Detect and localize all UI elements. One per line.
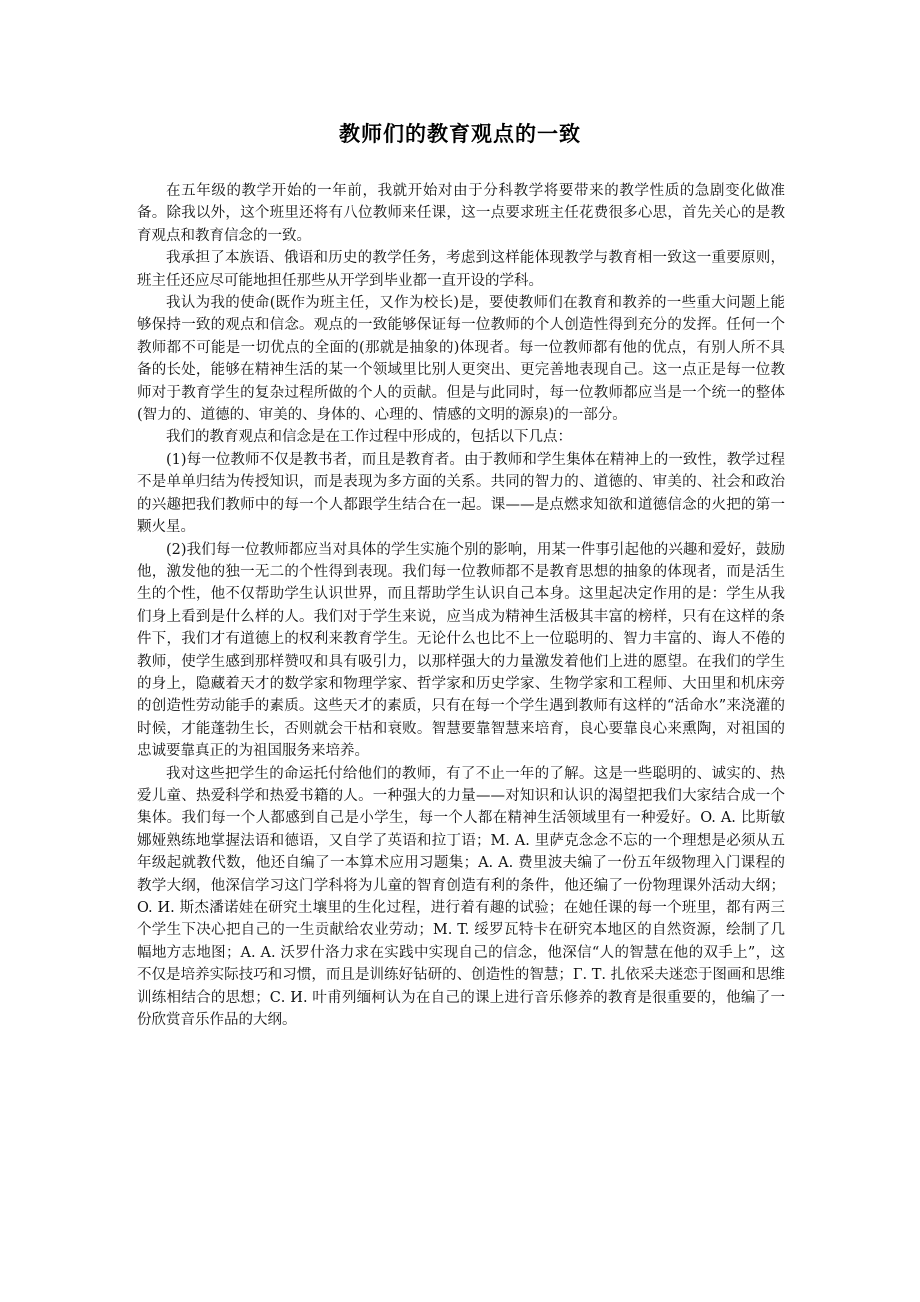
paragraph: 我认为我的使命(既作为班主任，又作为校长)是，要使教师们在教育和教养的一些重大问题上能够保持一致的观点和信念。观点的一致能够保证每一位教师的个人创造性得到充分的发挥。任何一个教师都不可能是一切优点的全面的(那就是抽象的)体现者。每一位教师都有他的优点，有别人所不具备的长处，能够在精神生活的某一个领域里比别人更突出、更完善地表现自己。这一点正是每一位教师对于教育学生的复杂过程所做的个人的贡献。但是与此同时，每一位教师都应当是一个统一的整体(智力的、道德的、审美的、身体的、心理的、情感的文明的源泉)的一部分。	[137, 295, 785, 424]
paragraph: (1)每一位教师不仅是教书者，而且是教育者。由于教师和学生集体在精神上的一致性，教学过程不是单单归结为传授知识，而是表现为多方面的关系。共同的智力的、道德的、审美的、社会和政治的兴趣把我们教师中的每一个人都跟学生结合在一起。课——是点燃求知欲和道德信念的火把的第一颗火星。	[137, 451, 785, 536]
paragraph: 我对这些把学生的命运托付给他们的教师，有了不止一年的了解。这是一些聪明的、诚实的、热爱儿童、热爱科学和热爱书籍的人。一种强大的力量——对知识和认识的渴望把我们大家结合成一个集体。我们每一个人都感到自己是小学生，每一个人都在精神生活领域里有一种爱好。O. A. 比斯敏娜娅熟练地掌握法语和德语，又自学了英语和拉丁语；M. A. 里萨克念念不忘的一个理想是必须从五年级起就教代数，他还自编了一本算术应用习题集；A. A. 费里波夫编了一份五年级物理入门课程的教学大纲，他深信学习这门学科将为儿童的智育创造有利的条件，他还编了一份物理课外活动大纲；O. И. 斯杰潘诺娃在研究土壤里的生化过程，进行着有趣的试验；在她任课的每一个班里，都有两三个学生下决心把自己的一生贡献给农业劳动；M. T. 绥罗瓦特卡在研究本地区的自然资源，绘制了几幅地方志地图；A. A. 沃罗什洛力求在实践中实现自己的信念，他深信“人的智慧在他的双手上”，这不仅是培养实际技巧和习惯，而且是训练好钻研的、创造性的智慧；Г. Т. 扎依采夫迷恋于图画和思维训练相结合的思想；С. И. 叶甫列缅柯认为在自己的课上进行音乐修养的教育是很重要的，他编了一份欣赏音乐作品的大纲。	[137, 765, 785, 1029]
document-title: 教师们的教育观点的一致	[339, 122, 581, 146]
paragraph: 我承担了本族语、俄语和历史的教学任务，考虑到这样能体现教学与教育相一致这一重要原则，班主任还应尽可能地担任那些从开学到毕业都一直开设的学科。	[137, 250, 785, 289]
paragraph: 我们的教育观点和信念是在工作过程中形成的，包括以下几点：	[166, 429, 572, 446]
document-body	[137, 180, 785, 1031]
paragraph: (2)我们每一位教师都应当对具体的学生实施个别的影响，用某一件事引起他的兴趣和爱好，鼓励他，激发他的独一无二的个性得到表现。我们每一位教师都不是教育思想的抽象的体现者，而是活生生的个性，他不仅帮助学生认识世界，而且帮助学生认识自己本身。这里起决定作用的是：学生从我们身上看到是什么样的人。我们对于学生来说，应当成为精神生活极其丰富的榜样，只有在这样的条件下，我们才有道德上的权利来教育学生。无论什么也比不上一位聪明的、智力丰富的、诲人不倦的教师，使学生感到那样赞叹和具有吸引力，以那样强大的力量激发着他们上进的愿望。在我们的学生的身上，隐藏着天才的数学家和物理学家、哲学家和历史学家、生物学家和工程师、大田里和机床旁的创造性劳动能手的素质。这些天才的素质，只有在每一个学生遇到教师有这样的“活命水”来浇灌的时候，才能蓬勃生长，否则就会干枯和衰败。智慧要靠智慧来培育，良心要靠良心来熏陶，对祖国的忠诚要靠真正的为祖国服务来培养。	[137, 541, 785, 760]
paragraph: 在五年级的教学开始的一年前，我就开始对由于分科教学将要带来的教学性质的急剧变化做准备。除我以外，这个班里还将有八位教师来任课，这一点要求班主任花费很多心思，首先关心的是教育观点和教育信念的一致。	[137, 183, 785, 244]
